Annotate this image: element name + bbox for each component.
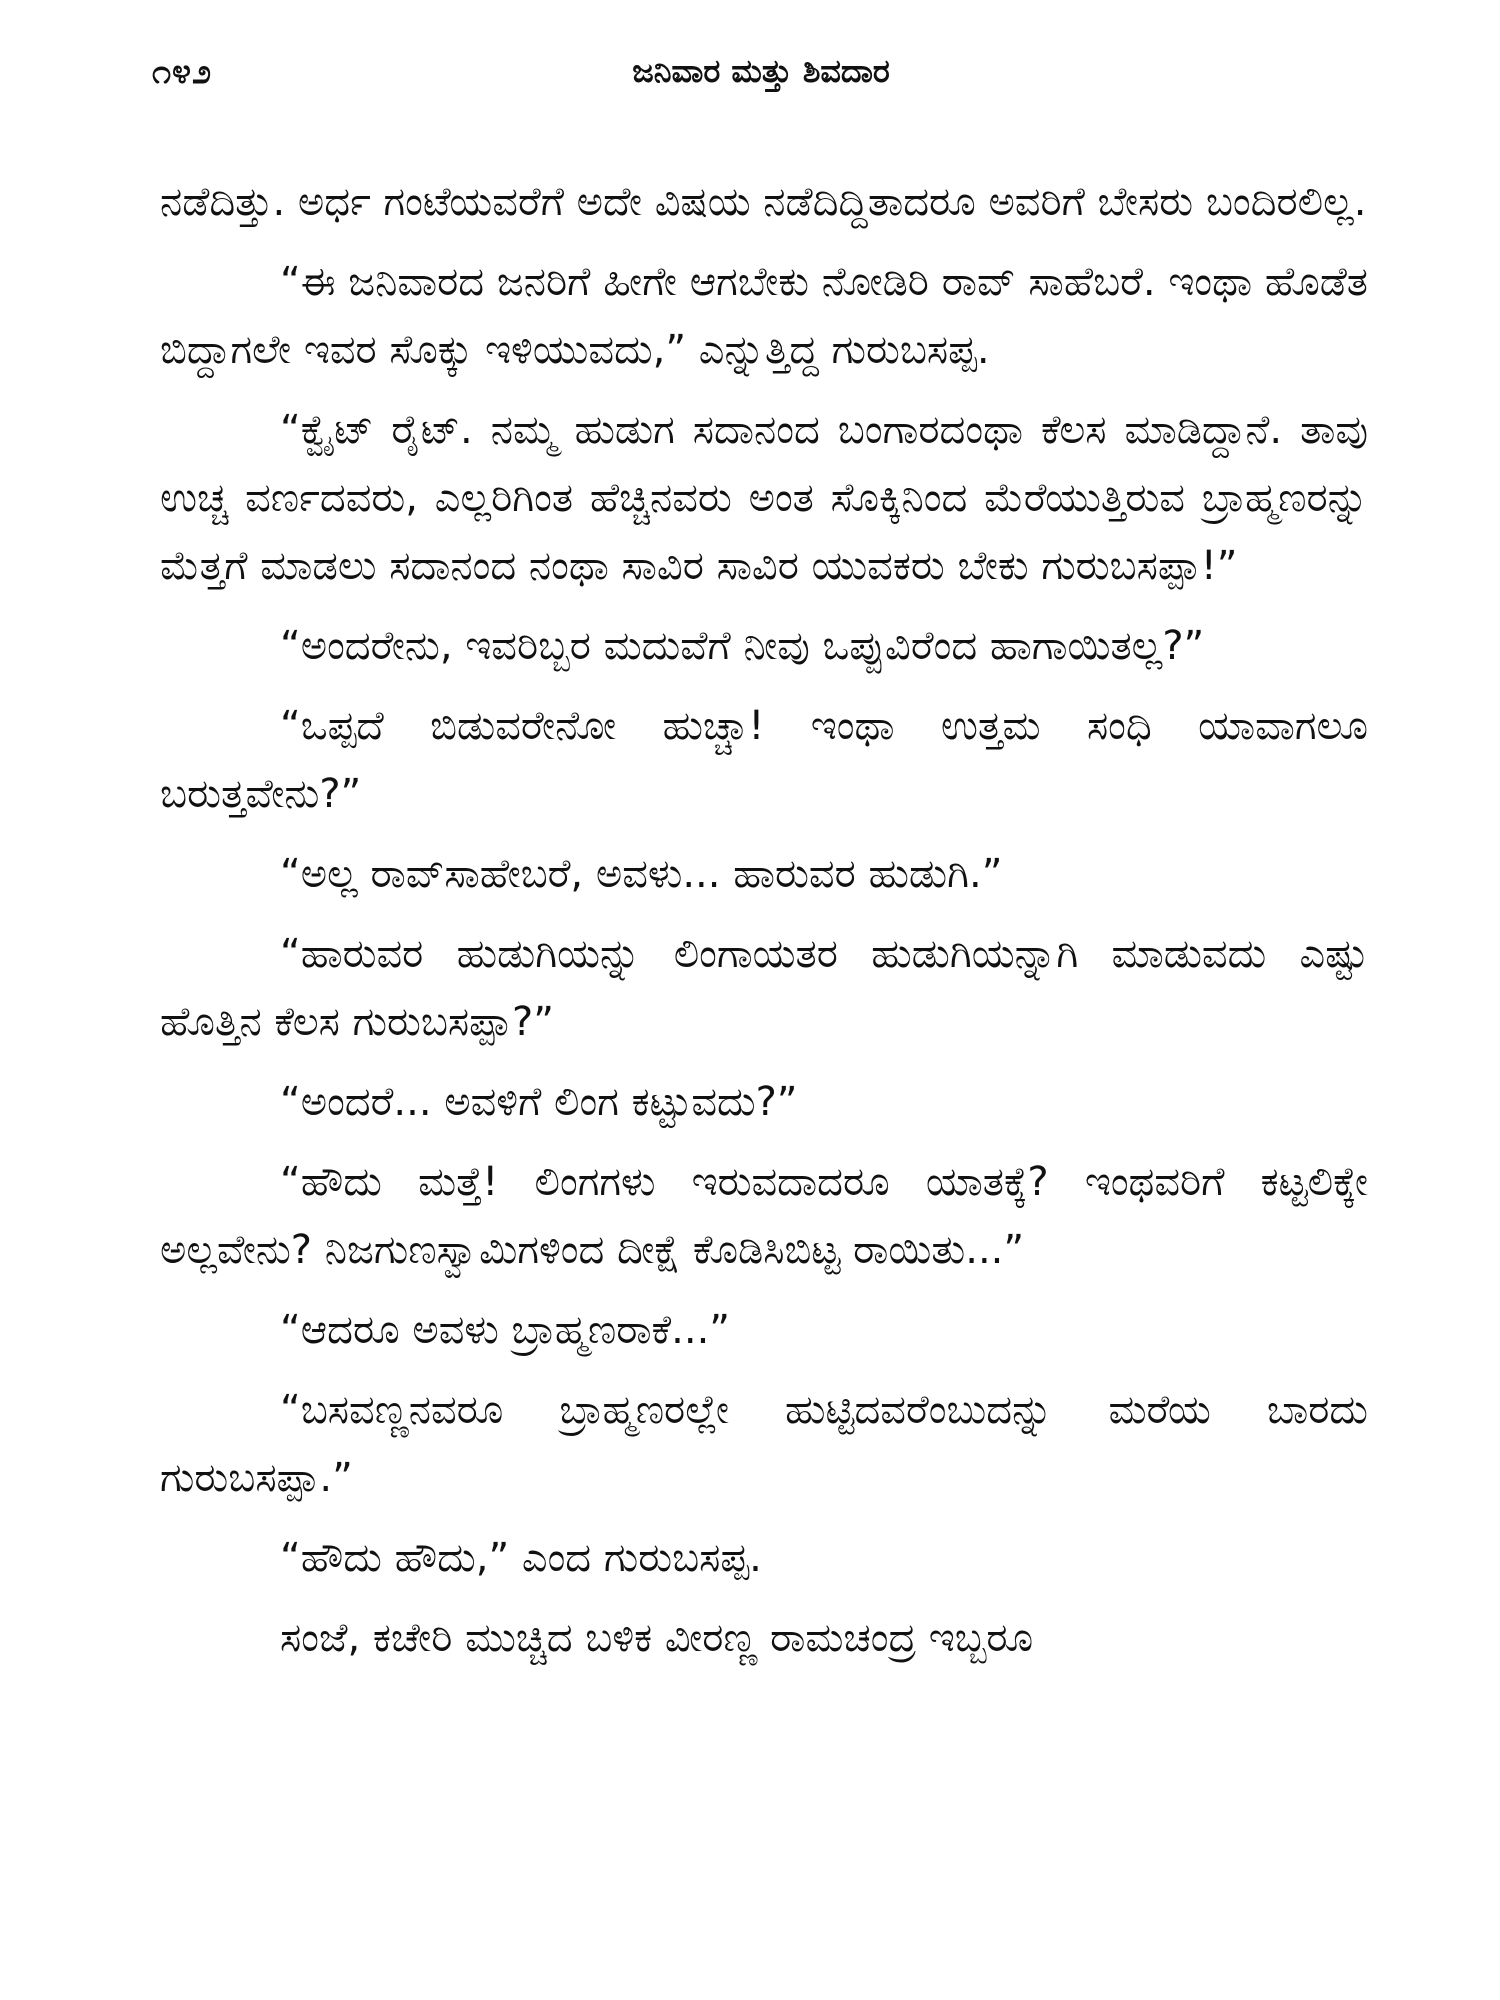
running-header: [152, 52, 1370, 102]
book-title: ಜನಿವಾರ ಮತ್ತು ಶಿವದಾರ: [632, 52, 890, 90]
paragraph: “ಒಪ್ಪದೆ ಬಿಡುವರೇನೋ ಹುಚ್ಚಾ! ಇಂಥಾ ಉತ್ತಮ ಸಂಧಿ ಯಾವಾಗಲೂ ಬರುತ್ತವೇನು?”: [160, 703, 1368, 817]
paragraph: “ಅಂದರೆ... ಅವಳಿಗೆ ಲಿಂಗ ಕಟ್ಟುವದು?”: [280, 1079, 798, 1125]
page-number: ೧೪೨: [152, 52, 213, 92]
paragraph: “ಬಸವಣ್ಣನವರೂ ಬ್ರಾಹ್ಮಣರಲ್ಲೇ ಹುಟ್ಟಿದವರೆಂಬುದನ್ನು ಮರೆಯ ಬಾರದು ಗುರುಬಸಪ್ಪಾ.”: [160, 1387, 1368, 1501]
text-body: [160, 168, 1368, 1684]
paragraph: “ಹೌದು ಮತ್ತೆ! ಲಿಂಗಗಳು ಇರುವದಾದರೂ ಯಾತಕ್ಕೆ? ಇಂಥವರಿಗೆ ಕಟ್ಟಲಿಕ್ಕೇ ಅಲ್ಲವೇನು? ನಿಜಗುಣಸ್ವಾಮಿಗಳಿಂದ ದೀಕ್ಷೆ ಕೊಡಿಸಿಬಿಟ್ಟ ರಾಯಿತು...”: [160, 1159, 1368, 1273]
paragraph: ಸಂಜೆ, ಕಚೇರಿ ಮುಚ್ಚಿದ ಬಳಿಕ ವೀರಣ್ಣ ರಾಮಚಂದ್ರ ಇಬ್ಬರೂ: [280, 1615, 1034, 1661]
paragraph: “ಕ್ವೈಟ್ ರೈಟ್. ನಮ್ಮ ಹುಡುಗ ಸದಾನಂದ ಬಂಗಾರದಂಥಾ ಕೆಲಸ ಮಾಡಿದ್ದಾನೆ. ತಾವು ಉಚ್ಚ ವರ್ಣದವರು, ಎಲ್ಲರಿಗಿಂತ ಹೆಚ್ಚಿನವರು ಅಂತ ಸೊಕ್ಕಿನಿಂದ ಮೆರೆಯುತ್ತಿರುವ ಬ್ರಾಹ್ಮಣರನ್ನು ಮೆತ್ತಗೆ ಮಾಡಲು ಸದಾನಂದ ನಂಥಾ ಸಾವಿರ ಸಾವಿರ ಯುವಕರು ಬೇಕು ಗುರುಬಸಪ್ಪಾ!”: [160, 407, 1368, 589]
paragraph: “ಹಾರುವರ ಹುಡುಗಿಯನ್ನು ಲಿಂಗಾಯತರ ಹುಡುಗಿಯನ್ನಾಗಿ ಮಾಡುವದು ಎಷ್ಟು ಹೊತ್ತಿನ ಕೆಲಸ ಗುರುಬಸಪ್ಪಾ?”: [160, 931, 1368, 1045]
paragraph: “ಹೌದು ಹೌದು,” ಎಂದ ಗುರುಬಸಪ್ಪ.: [280, 1535, 762, 1581]
paragraph: “ಆದರೂ ಅವಳು ಬ್ರಾಹ್ಮಣರಾಕೆ...”: [280, 1307, 731, 1353]
paragraph: ನಡೆದಿತ್ತು. ಅರ್ಧ ಗಂಟೆಯವರೆಗೆ ಅದೇ ವಿಷಯ ನಡೆದಿದ್ದಿತಾದರೂ ಅವರಿಗೆ ಬೇಸರು ಬಂದಿರಲಿಲ್ಲ.: [160, 179, 1367, 225]
paragraph: “ಈ ಜನಿವಾರದ ಜನರಿಗೆ ಹೀಗೇ ಆಗಬೇಕು ನೋಡಿರಿ ರಾವ್ ಸಾಹೆಬರೆ. ಇಂಥಾ ಹೊಡೆತ ಬಿದ್ದಾಗಲೇ ಇವರ ಸೊಕ್ಕು ಇಳಿಯುವದು,” ಎನ್ನುತ್ತಿದ್ದ ಗುರುಬಸಪ್ಪ.: [160, 259, 1368, 373]
paragraph: “ಅಲ್ಲ ರಾವ್‌ಸಾಹೇಬರೆ, ಅವಳು... ಹಾರುವರ ಹುಡುಗಿ.”: [280, 851, 1003, 897]
paragraph: “ಅಂದರೇನು, ಇವರಿಬ್ಬರ ಮದುವೆಗೆ ನೀವು ಒಪ್ಪುವಿರೆಂದ ಹಾಗಾಯಿತಲ್ಲ?”: [280, 623, 1205, 669]
